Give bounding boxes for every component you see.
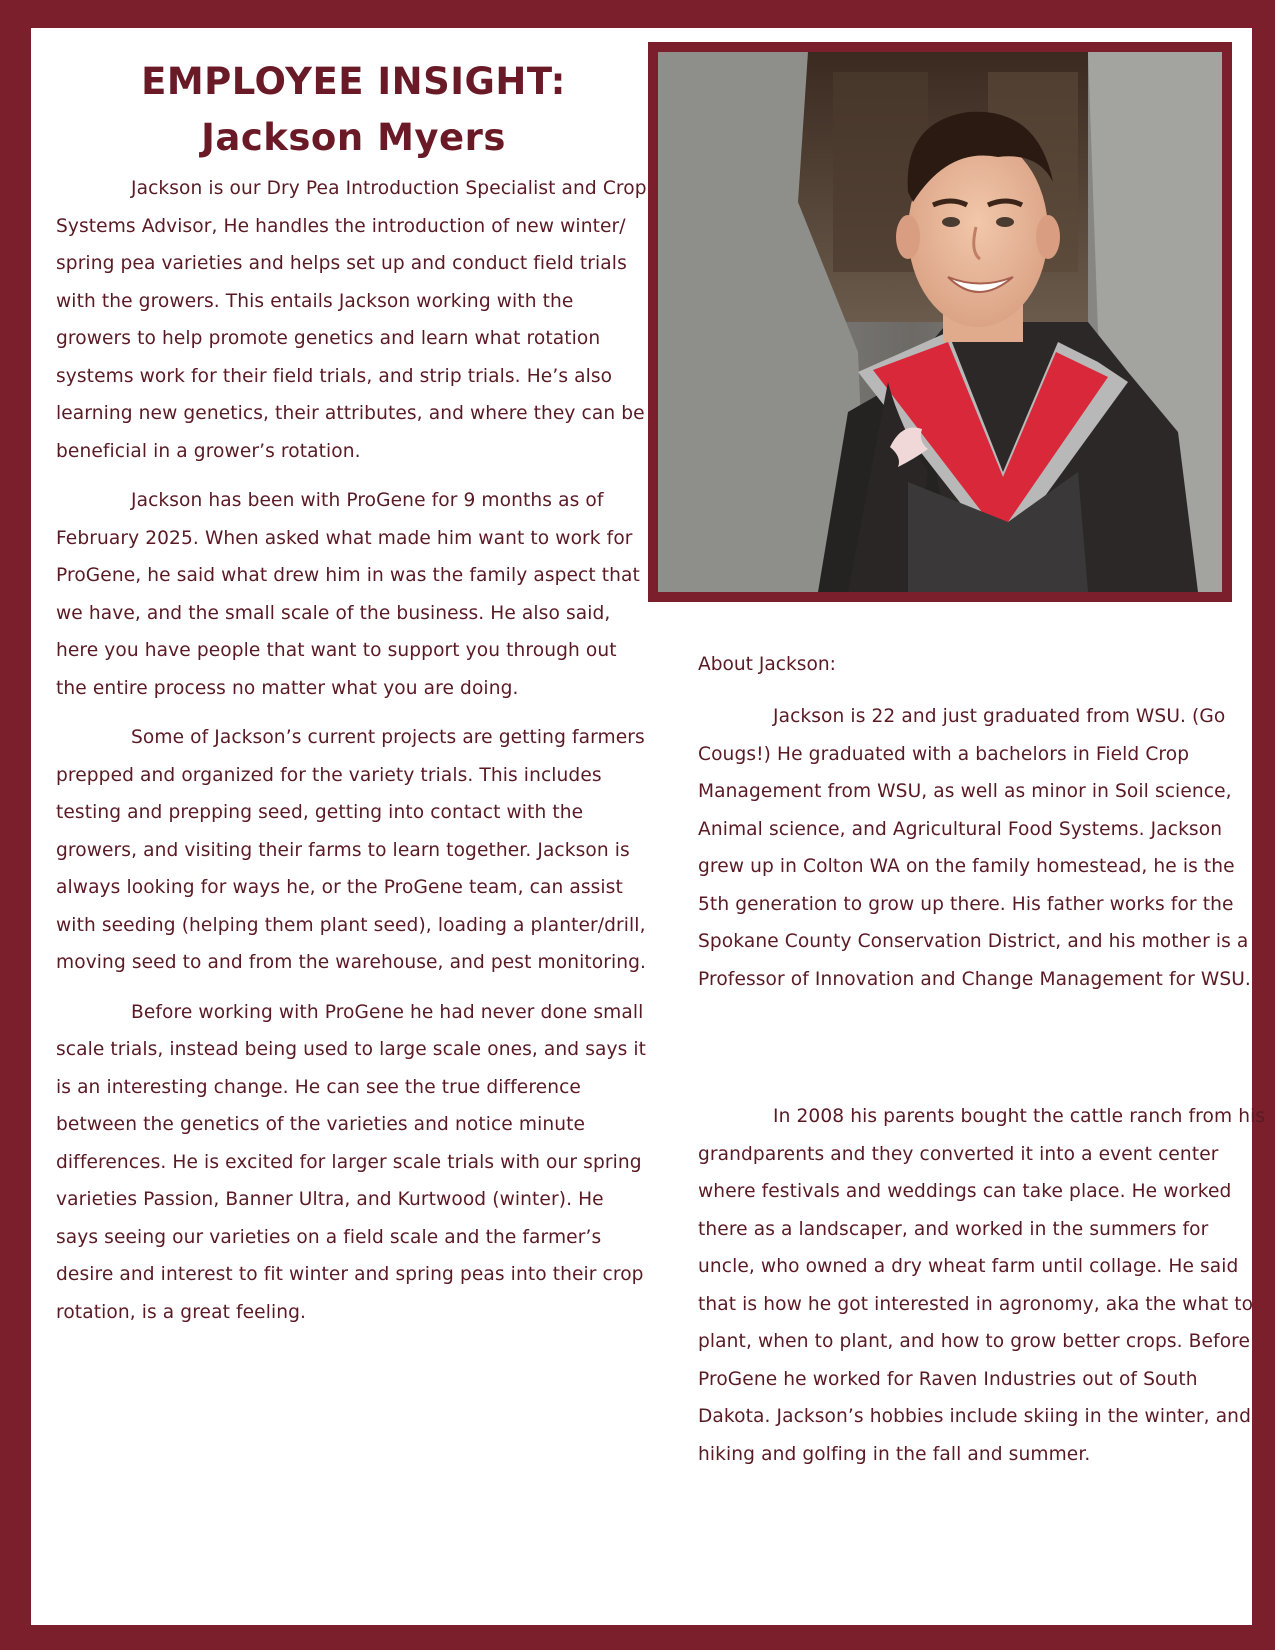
about-heading: About Jackson: — [698, 654, 836, 675]
portrait-illustration — [658, 52, 1222, 592]
projects-paragraph: Some of Jackson’s current projects are getting farmers prepped and organized for the variety trials. This includes testing and prepping seed, getting into contact with the growers, and visiting their farms to learn together. Jackson is always looking for ways he, or the ProGene team, can assist with seeding (helping them plant seed), loading a planter/drill, moving seed to and from the warehouse, and pest monitoring. — [56, 727, 647, 973]
portrait-photo — [658, 52, 1222, 592]
portrait-frame — [648, 42, 1232, 602]
title-line-2: Jackson Myers — [201, 116, 506, 159]
title-line-1: EMPLOYEE INSIGHT: — [141, 60, 566, 103]
intro-paragraph: Jackson is our Dry Pea Introduction Specialist and Crop Systems Advisor, He handles the introduction of new winter/ spring pea varieties and helps set up and conduct field trials with the growers. This entails Jackson working with the growers to help promote genetics and learn what rotation systems work for their field trials, and strip trials. He’s also learning new genetics, their attributes, and where they can be beneficial in a grower’s rotation. — [56, 178, 647, 462]
tenure-paragraph: Jackson has been with ProGene for 9 months as of February 2025. When asked what made him want to work for ProGene, he said what drew him in was the family aspect that we have, and the small scale of the business. He also said, here you have people that want to support you through out the entire process no matter what you are doing. — [56, 490, 640, 699]
about-paragraph-1-container — [698, 698, 1268, 998]
about-paragraph-1: Jackson is 22 and just graduated from WSU. (Go Cougs!) He graduated with a bachelors in Field Crop Management from WSU, as well as minor in Soil science, Animal science, and Agricultural Food Systems. Jackson grew up in Colton WA on the family homestead, he is the 5th generation to grow up there. His father works for the Spokane County Conservation District, and his mother is a Professor of Innovation and Change Management for WSU. — [698, 706, 1251, 990]
about-paragraph-2: In 2008 his parents bought the cattle ranch from his grandparents and they converted it into a event center where festivals and weddings can take place. He worked there as a landscaper, and worked in the summers for uncle, who owned a dry wheat farm until collage. He said that is how he got interested in agronomy, aka the what to plant, when to plant, and how to grow better crops. Before ProGene he worked for Raven Industries out of South Dakota. Jackson’s hobbies include skiing in the winter, and hiking and golfing in the fall and summer. — [698, 1106, 1266, 1465]
about-paragraph-2-container — [698, 1098, 1268, 1473]
left-column — [56, 28, 651, 1343]
page-title — [56, 54, 651, 166]
newsletter-page — [31, 28, 1266, 1625]
trials-paragraph: Before working with ProGene he had never done small scale trials, instead being used to large scale ones, and says it is an interesting change. He can see the true difference between the genetics of the varieties and notice minute differences. He is excited for larger scale trials with our spring varieties Passion, Banner Ultra, and Kurtwood (winter). He says seeing our varieties on a field scale and the farmer’s desire and interest to fit winter and spring peas into their crop rotation, is a great feeling. — [56, 1001, 647, 1323]
